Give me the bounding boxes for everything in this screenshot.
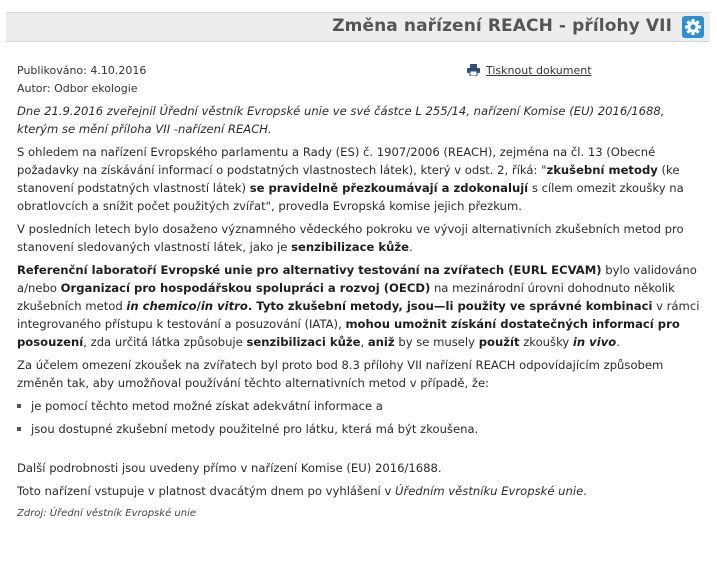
page-header <box>6 12 710 42</box>
spacer <box>17 443 707 459</box>
paragraph-details: Další podrobnosti jsou uvedeny přímo v nařízení Komise (EU) 2016/1688. <box>17 461 442 475</box>
gear-icon[interactable] <box>682 16 704 38</box>
paragraph-reach-article: S ohledem na nařízení Evropského parlamentu a Rady (ES) č. 1907/2006 (REACH), zejména na čl. 13 (Obecné požadavky na získávání informací o podstatných vlastnostech látek), který v odst. 2, říká: "zkušební metody (ke stanovení podstatných vlastností látek) se pravidelně přezkoumávají a zdokonalují s cílem omezit zkoušky na obratlovcích a snížit počet použitých zvířat", provedla Evropská komise jejich přezkum. <box>17 145 684 213</box>
article-body <box>17 102 707 523</box>
printer-icon <box>467 64 480 76</box>
print-document-link[interactable] <box>467 64 592 77</box>
list-item: jsou dostupné zkušební metody použitelné pro látku, která má být zkoušena. <box>17 420 707 438</box>
paragraph-entry-into-force: Toto nařízení vstupuje v platnost dvacátým dnem po vyhlášení v Úředním věstníku Evropské unie. <box>17 484 587 498</box>
page-title: Změna nařízení REACH - přílohy VII <box>332 16 672 36</box>
paragraph-amendment: Za účelem omezení zkoušek na zvířatech byl proto bod 8.3 přílohy VII nařízení REACH odpovídajícím způsobem změněn tak, aby umožňoval používání těchto alternativních metod v případě, že: <box>17 358 664 390</box>
paragraph-progress: V posledních letech bylo dosaženo významného vědeckého pokroku ve vývoji alternativních zkušebních metod pro stanovení sledovaných vlastností látek, jako je senzibilizace kůže. <box>17 222 684 254</box>
intro-paragraph: Dne 21.9.2016 zveřejnil Úřední věstník Evropské unie ve své částce L 255/14, nařízení Komise (EU) 2016/1688, kterým se mění příloha VII -nařízení REACH. <box>17 104 665 136</box>
paragraph-validation: Referenční laboratoří Evropské unie pro alternativy testování na zvířatech (EURL ECVAM) bylo validováno a/nebo Organizací pro hospodářskou spolupráci a rozvoj (OECD) na mezinárodní úrovni dohodnuto několik zkušebních metod in chemico/in vitro. Tyto zkušební metody, jsou—li použity ve správné kombinaci v rámci integrovaného přístupu k testování a posuzování (IATA), mohou umožnit získání dostatečných informací pro posouzení, zda určitá látka způsobuje senzibilizaci kůže, aniž by se musely použít zkoušky in vivo. <box>17 263 700 349</box>
author: Autor: Odbor ekologie <box>17 82 138 95</box>
published-date: Publikováno: 4.10.2016 <box>17 64 147 77</box>
list-item: je pomocí těchto metod možné získat adekvátní informace a <box>17 397 707 415</box>
print-link-label[interactable]: Tisknout dokument <box>486 64 592 77</box>
source-note: Zdroj: Úřední věstník Evropské unie <box>17 508 197 519</box>
conditions-list <box>17 397 707 438</box>
